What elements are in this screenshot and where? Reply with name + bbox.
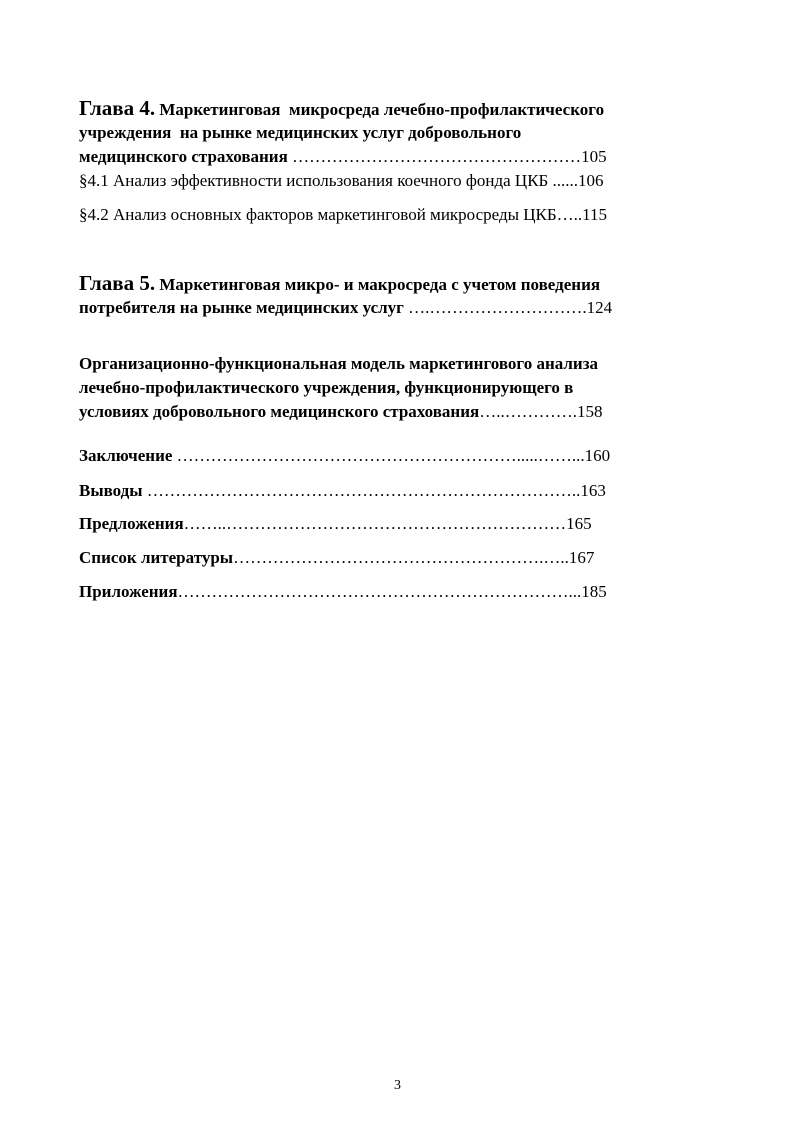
toc-entry-conclusion (79, 445, 610, 467)
toc-entry-leader: ……………………………………………….…..167 (233, 548, 595, 567)
toc-entry-appendices (79, 581, 607, 603)
toc-entry-proposals (79, 513, 592, 535)
toc-entry-title: Заключение (79, 446, 173, 465)
toc-entry-leader: …………………………………………………………………..163 (142, 481, 606, 500)
toc-entry-title: Список литературы (79, 548, 234, 567)
chapter5-label: Глава 5. (79, 271, 156, 295)
model-page-leader: …..………….158 (479, 402, 603, 421)
toc-entry-leader: ……………………………………………………………...185 (177, 582, 607, 601)
model-title-line2: лечебно-профилактического учреждения, функционирующего в (79, 378, 574, 397)
model-title-line1: Организационно-функциональная модель маркетингового анализа (79, 354, 599, 373)
toc-entry-references (79, 547, 594, 569)
chapter5-page-leader: ….……………………….124 (403, 298, 613, 317)
toc-entry-leader: …………………………………………………….....……...160 (172, 446, 611, 465)
chapter4-title-line2: учреждения на рынке медицинских услуг добровольного (79, 123, 522, 142)
chapter4-heading-line3 (79, 146, 607, 168)
toc-entry-title: Приложения (79, 582, 178, 601)
model-heading-line3 (79, 401, 602, 423)
chapter4-title-line1: Маркетинговая микросреда лечебно-профилактического (155, 100, 605, 119)
chapter5-title-line2: потребителя на рынке медицинских услуг (79, 298, 404, 317)
chapter4-page-leader: ……………………………………………105 (287, 147, 607, 166)
section-4-1: §4.1 Анализ эффективности использования коечного фонда ЦКБ ......106 (79, 171, 604, 190)
chapter4-heading-line1 (79, 97, 604, 121)
toc-entry-leader: ……..……………………………………………………165 (183, 514, 592, 533)
chapter4-label: Глава 4. (79, 96, 156, 120)
toc-entry-title: Предложения (79, 514, 184, 533)
model-title-line3: условиях добровольного медицинского страхования (79, 402, 480, 421)
chapter5-heading-line1 (79, 272, 600, 296)
page-number: 3 (394, 1078, 401, 1093)
section-4-2: §4.2 Анализ основных факторов маркетинговой микросреды ЦКБ…..115 (79, 205, 608, 224)
toc-entry-findings (79, 480, 606, 502)
chapter5-title-line1: Маркетинговая микро- и макросреда с учетом поведения (155, 275, 601, 294)
chapter5-heading-line2 (79, 297, 612, 319)
chapter4-title-line3: медицинского страхования (79, 147, 288, 166)
toc-entry-title: Выводы (79, 481, 143, 500)
